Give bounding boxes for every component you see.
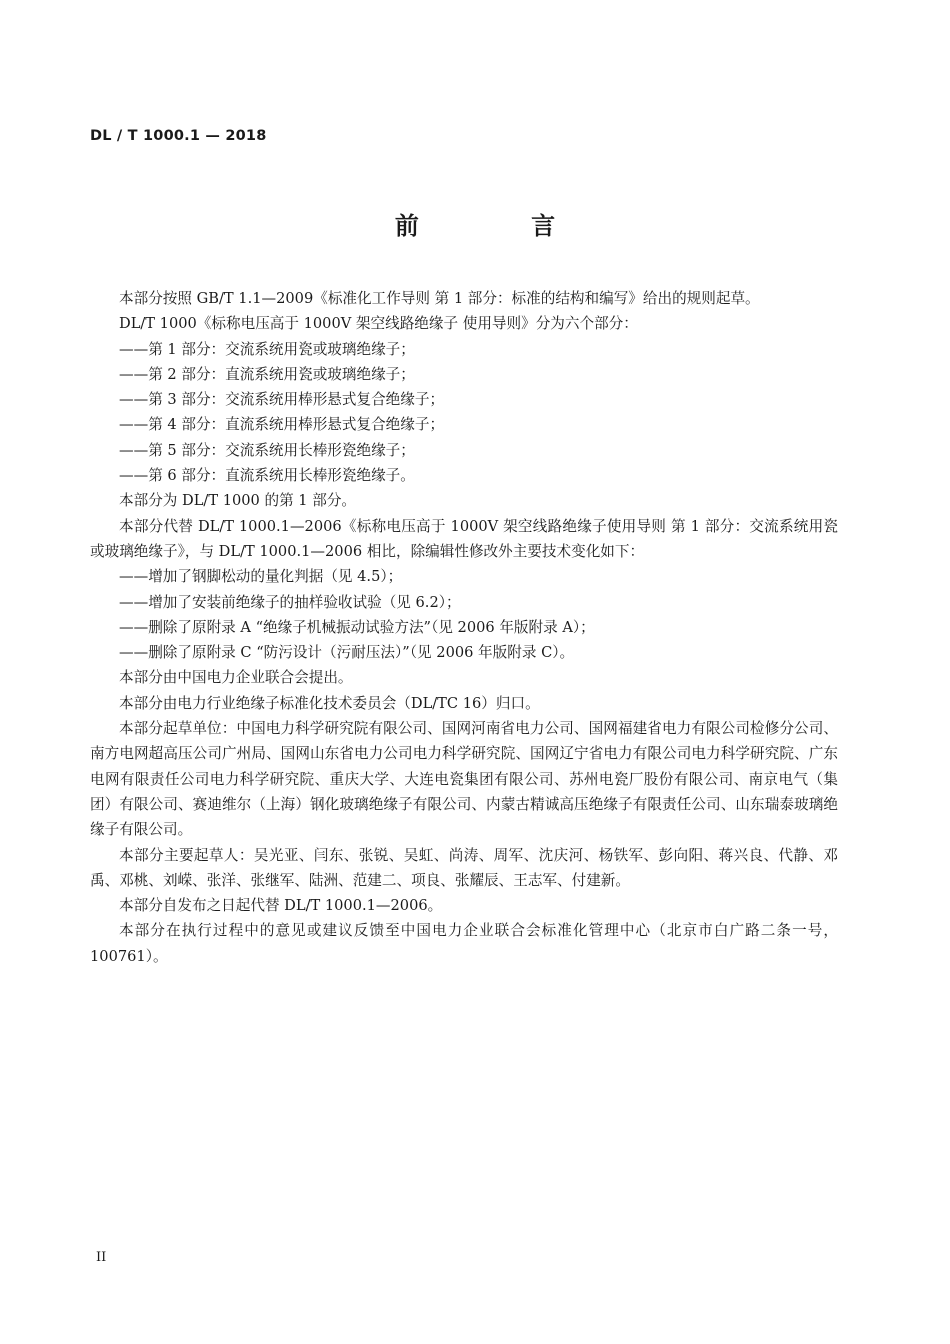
list-item-change: ——删除了原附录 A “绝缘子机械振动试验方法”（见 2006 年版附录 A）；: [119, 618, 595, 636]
paragraph-drafters: 本部分主要起草人：吴光亚、闫东、张锐、吴虹、尚涛、周军、沈庆河、杨铁军、彭向阳、蒋兴良、代静、邓禹、邓桃、刘嵘、张洋、张继军、陆洲、范建二、项良、张耀辰、王志军、付建新。: [90, 846, 838, 889]
list-item-change: ——增加了安装前绝缘子的抽样验收试验（见 6.2）；: [119, 593, 461, 611]
list-item-change: ——删除了原附录 C “防污设计（污耐压法）”（见 2006 年版附录 C）。: [119, 644, 575, 662]
paragraph-drafting-rules: 本部分按照 GB/T 1.1—2009《标准化工作导则 第 1 部分：标准的结构和编写》给出的规则起草。: [119, 290, 760, 307]
list-item-part: ——第 6 部分：直流系统用长棒形瓷绝缘子。: [119, 467, 415, 485]
list-item-part: ——第 1 部分：交流系统用瓷或玻璃绝缘子；: [119, 340, 415, 358]
paragraph-series-parts: DL/T 1000《标称电压高于 1000V 架空线路绝缘子 使用导则》分为六个部分：: [119, 315, 638, 333]
paragraph-effective: 本部分自发布之日起代替 DL/T 1000.1—2006。: [119, 897, 443, 915]
paragraph-proposed-by: 本部分由中国电力企业联合会提出。: [119, 669, 353, 687]
paragraph-drafting-units: 本部分起草单位：中国电力科学研究院有限公司、国网河南省电力公司、国网福建省电力有限公司检修分公司、南方电网超高压公司广州局、国网山东省电力公司电力科学研究院、国网辽宁省电力有限公司电力科学研究院、广东电网有限责任公司电力科学研究院、重庆大学、大连电瓷集团有限公司、苏州电瓷厂股份有限公司、南京电气（集团）有限公司、赛迪维尔（上海）钢化玻璃绝缘子有限公司、内蒙古精诚高压绝缘子有限责任公司、山东瑞泰玻璃绝缘子有限公司。: [90, 720, 838, 839]
paragraph-replaces: 本部分代替 DL/T 1000.1—2006《标称电压高于 1000V 架空线路绝缘子使用导则 第 1 部分：交流系统用瓷或玻璃绝缘子》，与 DL/T 1000.1—2006 相比，除编辑性修改外主要技术变化如下：: [90, 517, 838, 560]
paragraph-feedback: 本部分在执行过程中的意见或建议反馈至中国电力企业联合会标准化管理中心（北京市白广路二条一号，100761）。: [90, 922, 838, 965]
list-item-part: ——第 3 部分：交流系统用棒形悬式复合绝缘子；: [119, 391, 445, 409]
foreword-body: [90, 286, 838, 969]
list-item-part: ——第 5 部分：交流系统用长棒形瓷绝缘子；: [119, 441, 415, 459]
paragraph-part-number: 本部分为 DL/T 1000 的第 1 部分。: [119, 492, 357, 510]
page-title: 前 言: [394, 212, 608, 240]
page-number: II: [96, 1250, 107, 1265]
document-number: DL / T 1000.1 — 2018: [90, 128, 267, 144]
list-item-part: ——第 4 部分：直流系统用棒形悬式复合绝缘子；: [119, 416, 445, 434]
paragraph-centralized-by: 本部分由电力行业绝缘子标准化技术委员会（DL/TC 16）归口。: [119, 694, 540, 712]
list-item-part: ——第 2 部分：直流系统用瓷或玻璃绝缘子；: [119, 365, 415, 383]
list-item-change: ——增加了钢脚松动的量化判据（见 4.5）；: [119, 568, 403, 586]
